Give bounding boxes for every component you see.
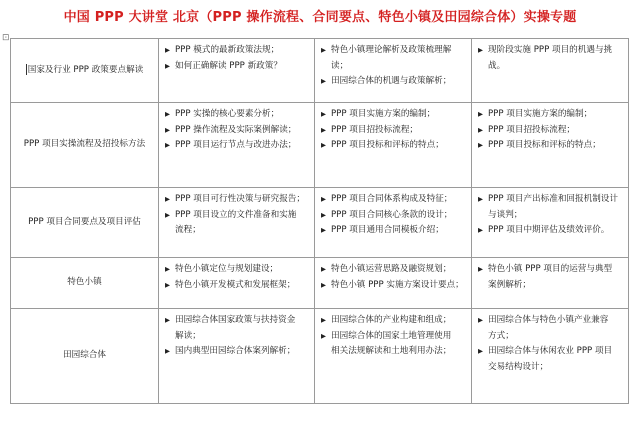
topic-cell [472, 188, 629, 258]
bullet-item: ▶ 田园综合体国家政策与扶持资金 [165, 313, 310, 329]
topic-cell [315, 258, 472, 309]
topic-cell [472, 309, 629, 404]
table-row [11, 103, 629, 188]
bullet-item: ▶ PPP 项目合同核心条款的设计； [321, 208, 467, 224]
bullet-continuation: 方式； [488, 330, 514, 341]
bullet-continuation: 读； [331, 60, 349, 71]
table-row [11, 258, 629, 309]
bullet-item: ▶ PPP 项目运行节点与改进办法； [165, 138, 310, 154]
bullet-continuation: 与谈判； [488, 209, 523, 220]
bullet-item: ▶ 现阶段实施 PPP 项目的机遇与挑战。 [478, 43, 624, 74]
row-header-label: 特色小镇 [67, 277, 102, 288]
bullet-item: ▶ PPP 操作流程及实际案例解读； [165, 123, 310, 139]
row-header-cell [11, 309, 159, 404]
row-header-label: 田园综合体 [63, 350, 106, 361]
bullet-item: ▶ 特色小镇开发模式和发展框架； [165, 278, 310, 294]
bullet-item: ▶ PPP 项目投标和评标的特点； [478, 138, 624, 154]
table-row [11, 39, 629, 103]
topic-cell [472, 103, 629, 188]
topic-cell [159, 39, 315, 103]
bullet-continuation: 相关法规解读和土地利用办法； [331, 346, 452, 357]
text-cursor [26, 64, 27, 75]
bullet-continuation: 交易结构设计； [488, 361, 549, 372]
topic-cell [159, 258, 315, 309]
bullet-item: ▶ 特色小镇 PPP 项目的运营与典型 [478, 262, 624, 278]
page-title: 中国 PPP 大讲堂 北京（PPP 操作流程、合同要点、特色小镇及田园综合体）实操专题 [63, 10, 577, 25]
bullet-item: ▶ PPP 项目可行性决策与研究报告； [165, 192, 310, 208]
bullet-item: ▶ 田园综合体的产业构建和组成； [321, 313, 467, 329]
topic-cell [315, 103, 472, 188]
bullet-item: ▶ 田园综合体的机遇与政策解析； [321, 74, 467, 90]
bullet-item: ▶ 特色小镇 PPP 实施方案设计要点； [321, 278, 467, 294]
table-row [11, 188, 629, 258]
schedule-table [10, 38, 629, 404]
bullet-item: ▶ 如何正确解读 PPP 新政策？ [165, 59, 310, 75]
bullet-item: ▶ 国内典型田园综合体案列解析； [165, 344, 310, 360]
topic-cell [315, 39, 472, 103]
bullet-item: ▶ PPP 项目招投标流程； [321, 123, 467, 139]
topic-cell [159, 309, 315, 404]
bullet-item: ▶ PPP 项目投标和评标的特点； [321, 138, 467, 154]
bullet-continuation: 流程； [175, 225, 201, 236]
row-header-cell [11, 188, 159, 258]
bullet-item: ▶ PPP 模式的最新政策法规； [165, 43, 310, 59]
bullet-continuation: 案例解析； [488, 279, 531, 290]
row-header-cell [11, 258, 159, 309]
topic-cell [472, 258, 629, 309]
bullet-item: ▶ PPP 项目设立的文件准备和实施 [165, 208, 310, 224]
bullet-item: ▶ 特色小镇运营思路及融资规划； [321, 262, 467, 278]
bullet-item: ▶ 田园综合体的国家土地管理使用 [321, 329, 467, 345]
bullet-item: ▶ PPP 项目合同体系构成及特征； [321, 192, 467, 208]
bullet-item: ▶ PPP 项目产出标准和回报机制设计 [478, 192, 624, 208]
bullet-item: ▶ 特色小镇理论解析及政策梳理解 [321, 43, 467, 59]
bullet-item: ▶ PPP 项目招投标流程； [478, 123, 624, 139]
topic-cell [315, 309, 472, 404]
bullet-continuation: 解读； [175, 330, 201, 341]
bullet-item: ▶ 特色小镇定位与规划建设； [165, 262, 310, 278]
bullet-item: ▶ PPP 实操的核心要素分析； [165, 107, 310, 123]
topic-cell [315, 188, 472, 258]
table-anchor-icon: ⊡ [2, 33, 10, 43]
bullet-item: ▶ PPP 项目中期评估及绩效评价。 [478, 223, 624, 239]
topic-cell [472, 39, 629, 103]
bullet-item: ▶ 田园综合体与休闲农业 PPP 项目 [478, 344, 624, 360]
row-header-label: PPP 项目实操流程及招投标方法 [23, 139, 146, 150]
row-header-label: 国家及行业 PPP 政策要点解读 [27, 64, 144, 75]
bullet-item: ▶ PPP 项目通用合同模板介绍； [321, 223, 467, 239]
row-header-cell [11, 39, 159, 103]
bullet-item: ▶ 田园综合体与特色小镇产业兼容 [478, 313, 624, 329]
row-header-label: PPP 项目合同要点及项目评估 [28, 216, 141, 227]
bullet-item: ▶ PPP 项目实施方案的编制； [478, 107, 624, 123]
table-row [11, 309, 629, 404]
row-header-cell [11, 103, 159, 188]
topic-cell [159, 188, 315, 258]
bullet-item: ▶ PPP 项目实施方案的编制； [321, 107, 467, 123]
topic-cell [159, 103, 315, 188]
